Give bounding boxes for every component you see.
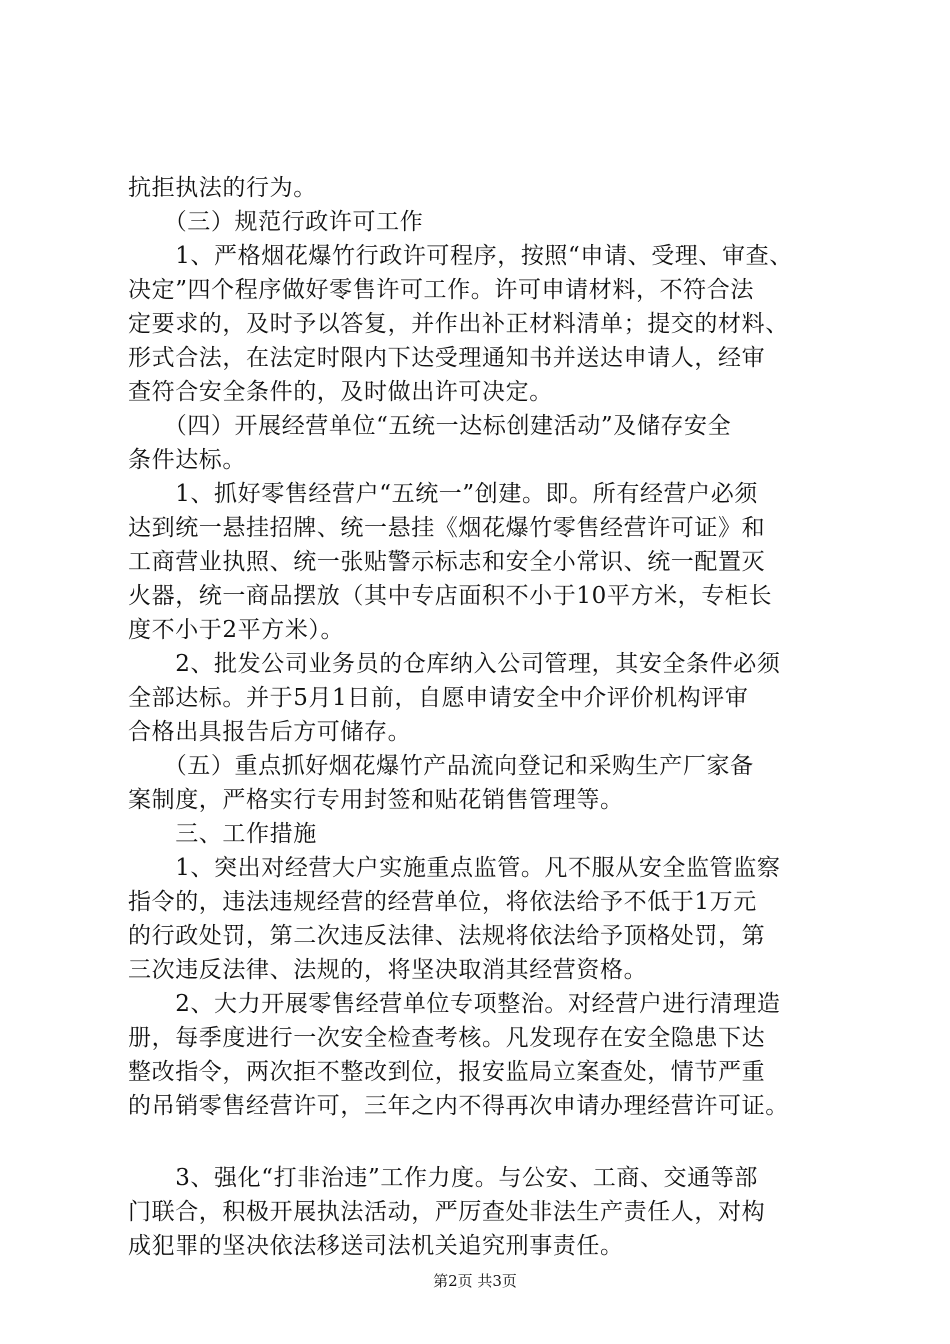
text-line: 形式合法，在法定时限内下达受理通知书并送达申请人，经审 <box>128 345 766 371</box>
text-line: 决定”四个程序做好零售许可工作。许可申请材料，不符合法 <box>128 277 754 303</box>
document-body <box>128 171 848 1263</box>
text-line: 成犯罪的坚决依法移送司法机关追究刑事责任。 <box>128 1233 624 1259</box>
text-line: 三次违反法律、法规的，将坚决取消其经营资格。 <box>128 957 648 983</box>
section-heading: （五）重点抓好烟花爆竹产品流向登记和采购生产厂家备 <box>128 753 754 779</box>
text-line: 册，每季度进行一次安全检查考核。凡发现存在安全隐患下达 <box>128 1025 766 1051</box>
text-line: 的吊销零售经营许可，三年之内不得再次申请办理经营许可证。 <box>128 1093 789 1119</box>
text-line: 度不小于2平方米）。 <box>128 617 345 643</box>
text-line: 火器，统一商品摆放（其中专店面积不小于10平方米，专柜长 <box>128 583 773 609</box>
section-heading: 三、工作措施 <box>128 821 317 847</box>
section-heading: （四）开展经营单位“五统一达标创建活动”及储存安全 <box>128 413 732 439</box>
text-line: 1、严格烟花爆竹行政许可程序，按照“申请、受理、审查、 <box>128 243 793 269</box>
text-line: 达到统一悬挂招牌、统一悬挂《烟花爆竹零售经营许可证》和 <box>128 515 766 541</box>
text-line: 整改指令，两次拒不整改到位，报安监局立案查处，情节严重 <box>128 1059 766 1085</box>
text-line: 工商营业执照、统一张贴警示标志和安全小常识、统一配置灭 <box>128 549 766 575</box>
page-number-footer: 第2页 共3页 <box>433 1272 517 1290</box>
text-line: 合格出具报告后方可储存。 <box>128 719 412 745</box>
text-line: 1、突出对经营大户实施重点监管。凡不服从安全监管监察 <box>128 855 781 881</box>
text-line: 查符合安全条件的，及时做出许可决定。 <box>128 379 553 405</box>
section-heading: （三）规范行政许可工作 <box>128 209 424 235</box>
text-line: 3、强化“打非治违”工作力度。与公安、工商、交通等部 <box>128 1165 758 1191</box>
text-line: 指令的，违法违规经营的经营单位，将依法给予不低于1万元 <box>128 889 757 915</box>
text-line: 门联合，积极开展执法活动，严厉查处非法生产责任人，对构 <box>128 1199 766 1225</box>
text-line: 定要求的，及时予以答复，并作出补正材料清单；提交的材料、 <box>128 311 789 337</box>
text-line: 案制度，严格实行专用封签和贴花销售管理等。 <box>128 787 624 813</box>
text-line: 2、大力开展零售经营单位专项整治。对经营户进行清理造 <box>128 991 781 1017</box>
text-line: 2、批发公司业务员的仓库纳入公司管理，其安全条件必须 <box>128 651 781 677</box>
text-line: 的行政处罚，第二次违反法律、法规将依法给予顶格处罚，第 <box>128 923 766 949</box>
text-line: 全部达标。并于5月1日前，自愿申请安全中介评价机构评审 <box>128 685 749 711</box>
text-line: 抗拒执法的行为。 <box>128 175 317 201</box>
text-line: 1、抓好零售经营户“五统一”创建。即。所有经营户必须 <box>128 481 758 507</box>
text-line: 条件达标。 <box>128 447 246 473</box>
